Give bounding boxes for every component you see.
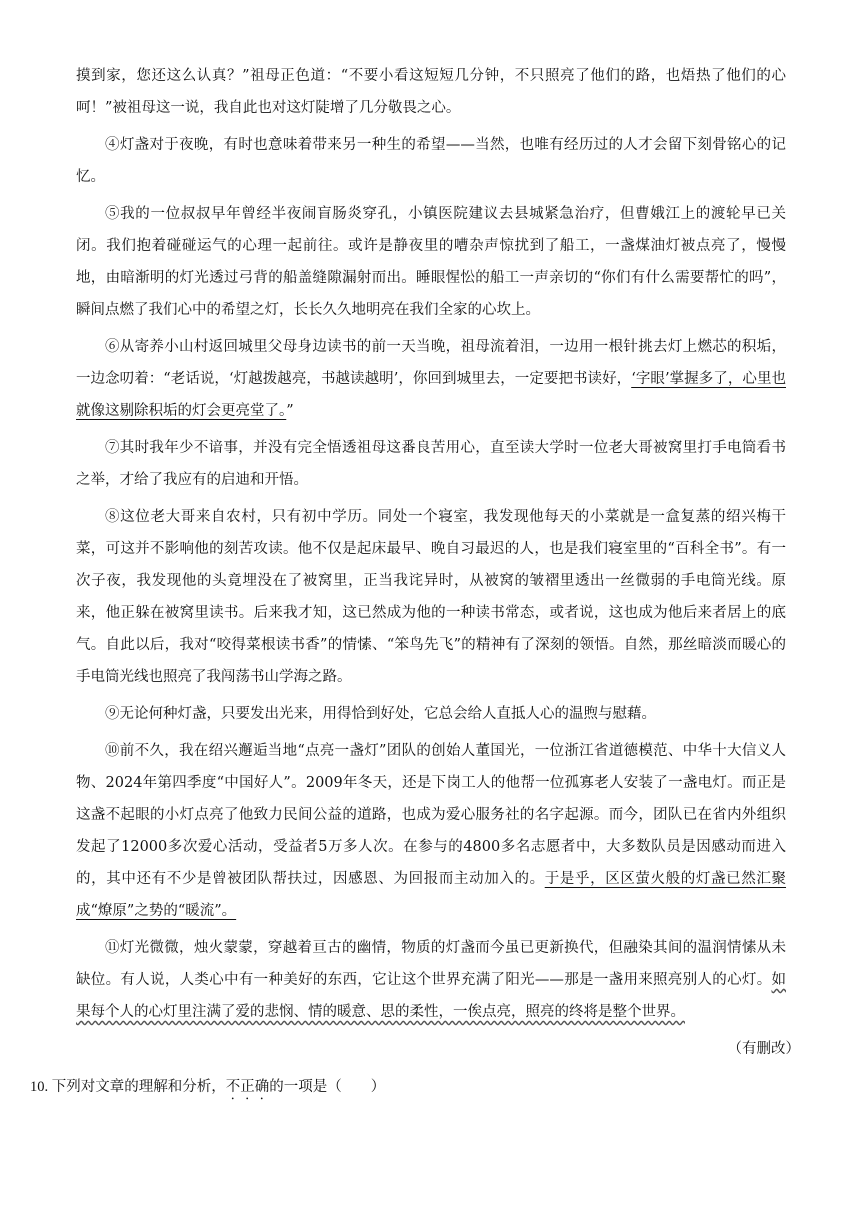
- paragraph-10: [76, 735, 786, 927]
- question-10: [30, 1071, 786, 1103]
- underlined-sentence-1: ‘字眼’掌握多了，心里也就像这剔除积垢的灯会更亮堂了。: [76, 371, 786, 419]
- article: [30, 60, 800, 1103]
- source-note: （有删改）: [727, 1041, 800, 1057]
- paragraph-11-text: ⑪灯光微微，烛火蒙蒙，穿越着亘古的幽情，物质的灯盏而今虽已更新换代，但融染其间的温润情愫从未缺位。有人说，人类心中有一种美好的东西，它让这个世界充满了阳光——那是一盏用来照亮别人的心灯。: [76, 940, 786, 988]
- wavy-underlined-sentence: 如果每个人的心灯里注满了爱的悲悯、情的暖意、思的柔性，一俟点亮，照亮的终将是整个世界。: [76, 972, 786, 1020]
- paragraph-5: ⑤我的一位叔叔早年曾经半夜闹盲肠炎穿孔，小镇医院建议去县城紧急治疗，但曹娥江上的渡轮早已关闭。我们抱着碰碰运气的心理一起前往。或许是静夜里的嘈杂声惊扰到了船工，一盏煤油灯被点亮了，慢慢地，由暗渐明的灯光透过弓背的船盖缝隙漏射而出。睡眼惺忪的船工一声亲切的“你们有什么需要帮忙的吗”，瞬间点燃了我们心中的希望之灯，长长久久地明亮在我们全家的心坎上。: [76, 206, 786, 318]
- paragraph-6-text: ⑥从寄养小山村返回城里父母身边读书的前一天当晚，祖母流着泪，一边用一根针挑去灯上燃芯的积垢，一边念叨着：“老话说，‘灯越拨越亮，书越读越明’，你回到城里去，一定要把书读好，: [76, 339, 786, 387]
- paragraph-6-end: ”: [286, 403, 294, 419]
- paragraph-10-text: ⑩前不久，我在绍兴邂逅当地“点亮一盏灯”团队的创始人董国光，一位浙江省道德模范、中华十大信义人物、2024年第四季度“中国好人”。2009年冬天，还是下岗工人的他帮一位孤寡老人安装了一盏电灯。而正是这盏不起眼的小灯点亮了他致力民间公益的道路，也成为爱心服务社的名字起源。而今，团队已在省内外组织发起了12000多次爱心活动，受益者5万多人次。在参与的4800多名志愿者中，大多数队员是因感动而进入的，其中还有不少是曾被团队帮扶过，因感恩、为回报而主动加入的。: [76, 743, 786, 887]
- paragraph-8: ⑧这位老大哥来自农村，只有初中学历。同处一个寝室，我发现他每天的小菜就是一盒复蒸的绍兴梅干菜，可这并不影响他的刻苦攻读。他不仅是起床最早、晚自习最迟的人，也是我们寝室里的“百科全书”。有一次子夜，我发现他的头竟埋没在了被窝里，正当我诧异时，从被窝的皱褶里透出一丝微弱的手电筒光线。原来，他正躲在被窝里读书。后来我才知，这已然成为他的一种读书常态，或者说，这也成为他后来者居上的底气。自此以后，我对“咬得菜根读书香”的情愫、“笨鸟先飞”的精神有了深刻的领悟。自然，那丝暗淡而暖心的手电筒光线也照亮了我闯荡书山学海之路。: [76, 509, 786, 685]
- underlined-sentence-2: 于是乎，区区萤火般的灯盏已然汇聚成“燎原”之势的“暖流”。: [76, 871, 787, 919]
- paragraph-continuation: 摸到家，您还这么认真？”祖母正色道：“不要小看这短短几分钟，不只照亮了他们的路，也焐热了他们的心呵！”被祖母这一说，我自此也对这灯陡增了几分敬畏之心。: [76, 68, 786, 116]
- paragraph-4: ④灯盏对于夜晚，有时也意味着带来另一种生的希望——当然，也唯有经历过的人才会留下刻骨铭心的记忆。: [76, 137, 786, 185]
- question-suffix: 的一项是（ ）: [269, 1079, 386, 1095]
- question-emphasis: 不正确: [225, 1079, 270, 1095]
- question-prefix: 10. 下列对文章的理解和分析，: [30, 1079, 226, 1095]
- paragraph-6: [76, 331, 786, 427]
- paragraph-7: ⑦其时我年少不谙事，并没有完全悟透祖母这番良苦用心，直至读大学时一位老大哥被窝里打手电筒看书之举，才给了我应有的启迪和开悟。: [76, 440, 786, 488]
- paragraph-9: ⑨无论何种灯盏，只要发出光来，用得恰到好处，它总会给人直抵人心的温煦与慰藉。: [105, 706, 656, 722]
- paragraph-11: [76, 932, 786, 1028]
